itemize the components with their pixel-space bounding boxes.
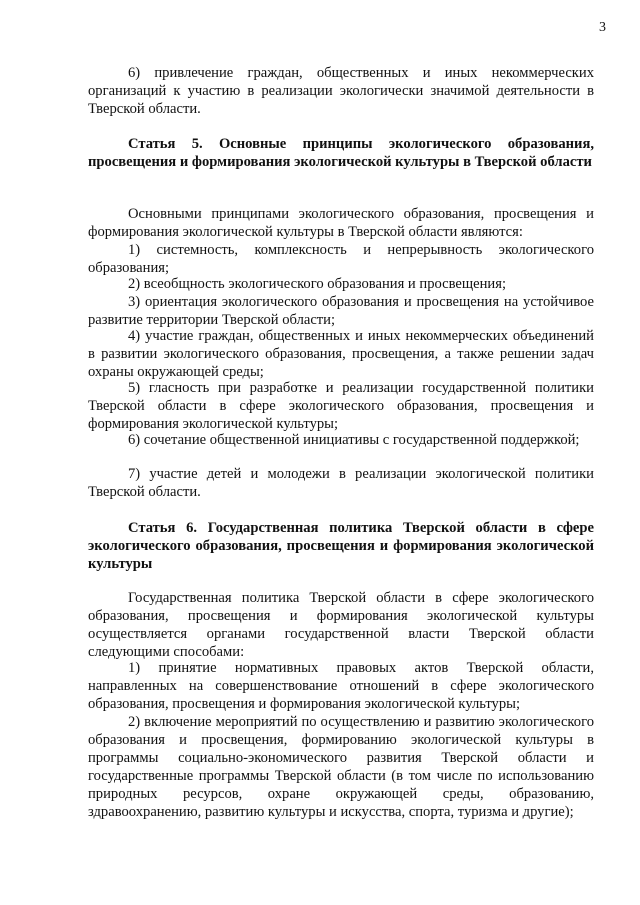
article-5-item-4: 4) участие граждан, общественных и иных некоммерческих объединений в развитии экологического образования, просвещения, а также решении задач охраны окружающей среды; <box>88 328 594 380</box>
article-6-item-2: 2) включение мероприятий по осуществлению и развитию экологического образования и просвещения, формированию экологической культуры в программы социально-экономического развития Тверской области и государственные программы Тверской области (в том числе по использованию природных ресурсов, охране окружающей среды, образованию, здравоохранению, развитию культуры и искусства, спорта, туризма и другие); <box>88 714 594 820</box>
article-5-item-5: 5) гласность при разработке и реализации государственной политики Тверской области в сфере экологического образования, просвещения и формирования экологической культуры; <box>88 380 594 432</box>
article-6-heading: Статья 6. Государственная политика Тверской области в сфере экологического образования, просвещения и формирования экологической культуры <box>88 520 594 572</box>
article-5-item-6: 6) сочетание общественной инициативы с государственной поддержкой; <box>128 432 580 448</box>
article-5-item-1: 1) системность, комплексность и непрерывность экологического образования; <box>88 242 594 276</box>
article-5-item-7: 7) участие детей и молодежи в реализации экологической политики Тверской области. <box>88 466 594 500</box>
article-5-item-3: 3) ориентация экологического образования и просвещения на устойчивое развитие территории Тверской области; <box>88 294 594 328</box>
page-number: 3 <box>599 20 606 35</box>
article-5-item-2: 2) всеобщность экологического образования и просвещения; <box>128 276 507 292</box>
article-6-lead: Государственная политика Тверской области в сфере экологического образования, просвещения и формирования экологической культуры осуществляется органами государственной власти Тверской области следующими способами: <box>88 590 594 660</box>
article-6-item-1: 1) принятие нормативных правовых актов Тверской области, направленных на совершенствование отношений в сфере экологического образования, просвещения и формирования экологической культуры; <box>88 660 594 712</box>
article-5-heading: Статья 5. Основные принципы экологического образования, просвещения и формирования экологической культуры в Тверской области <box>88 136 594 170</box>
article-5-lead: Основными принципами экологического образования, просвещения и формирования экологической культуры в Тверской области являются: <box>88 206 594 240</box>
item-6-paragraph: 6) привлечение граждан, общественных и иных некоммерческих организаций к участию в реализации экологически значимой деятельности в Тверской области. <box>88 65 594 117</box>
